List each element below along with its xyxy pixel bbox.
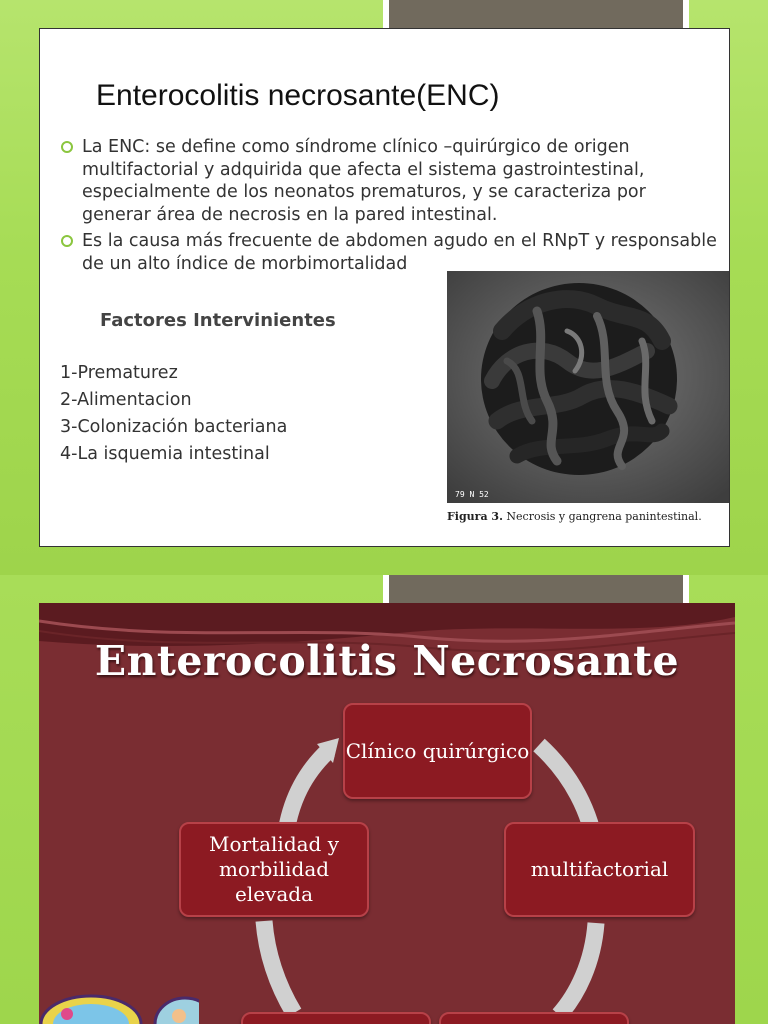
svg-text:79 N 52: 79 N 52 (455, 490, 489, 499)
cartoon-clipart-icon (39, 994, 199, 1024)
slide-1 (39, 28, 730, 547)
factor-item: 4-La isquemia intestinal (60, 444, 270, 464)
bullet-circle-icon (61, 235, 73, 247)
cycle-box-mortalidad: Mortalidad y morbilidad elevada (179, 822, 369, 917)
figure-caption (447, 510, 702, 523)
bullet-text: Es la causa más frecuente de abdomen agudo en el RNpT y responsable de un alto índice de morbimortalidad (82, 231, 717, 274)
figure-caption-label: Figura 3. (447, 510, 503, 523)
decorative-tab-bottom (383, 575, 689, 605)
cycle-box-clinico: Clínico quirúrgico (343, 703, 532, 799)
factors-heading: Factores Intervinientes (100, 310, 336, 331)
cycle-box-bottom-right (439, 1012, 629, 1024)
slide-1-title: Enterocolitis necrosante(ENC) (96, 79, 500, 112)
factor-item: 2-Alimentacion (60, 390, 192, 410)
factor-item: 3-Colonización bacteriana (60, 417, 288, 437)
cycle-box-multifactorial: multifactorial (504, 822, 695, 917)
cycle-box-bottom-left (241, 1012, 431, 1024)
bullet-circle-icon (61, 141, 73, 153)
bullet-item (60, 230, 720, 275)
bullet-text: La ENC: se define como síndrome clínico –quirúrgico de origen multifactorial y adquirida que afecta el sistema gastrointestinal, especialmente de los neonatos prematuros, y se caracteriza por generar área de necrosis en la pared intestinal. (82, 137, 646, 225)
bullet-list (60, 136, 720, 279)
intestine-photo (447, 271, 730, 503)
slide-2-title: Enterocolitis Necrosante (94, 637, 680, 685)
figure-caption-text: Necrosis y gangrena panintestinal. (502, 510, 702, 523)
slide-2 (39, 603, 735, 1024)
factor-item: 1-Prematurez (60, 363, 178, 383)
bullet-item (60, 136, 720, 226)
